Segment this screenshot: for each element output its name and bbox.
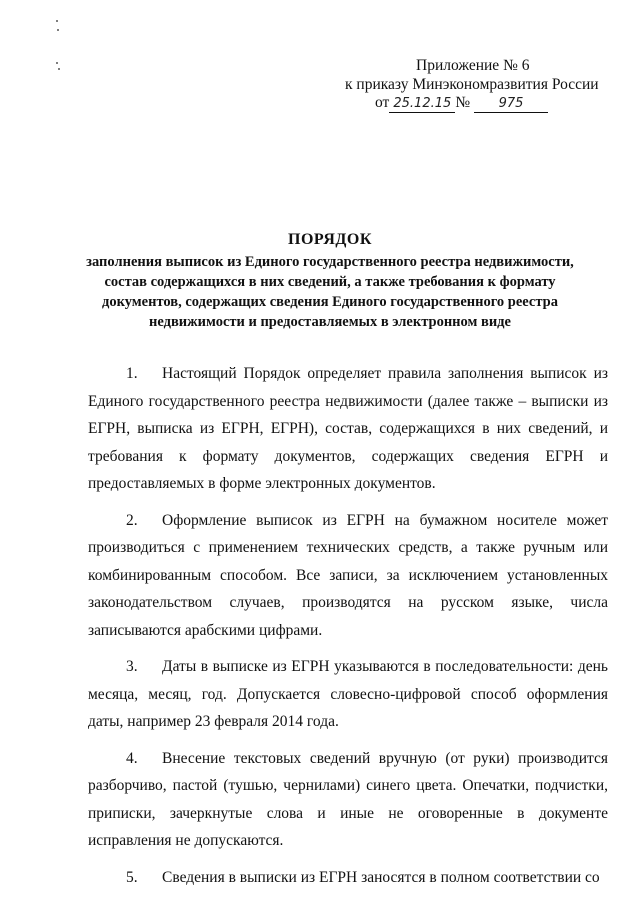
date-prefix: от: [375, 94, 390, 111]
document-body: [88, 360, 608, 900]
margin-dot: [58, 68, 60, 70]
appendix-title: Приложение № 6: [416, 57, 530, 74]
paragraph: [88, 864, 608, 892]
margin-dot: [56, 20, 58, 22]
paragraph-number: 1.: [126, 365, 138, 382]
appendix-order-ref: к приказу Минэкономразвития России: [345, 76, 599, 93]
paragraph-text: Даты в выписке из ЕГРН указываются в последовательности: день месяца, месяц, год. Допускается словесно-цифровой способ оформления даты, например 23 февраля 2014 года.: [88, 658, 608, 730]
paragraph-text: Оформление выписок из ЕГРН на бумажном носителе может производиться с применением технических средств, а также ручным или комбинированным способом. Все записи, за исключением установленных законодательством случаев, производятся на русском языке, числа записываются арабскими цифрами.: [88, 511, 608, 639]
margin-dot: [57, 29, 59, 31]
margin-dot: [56, 62, 58, 64]
paragraph-number: 3.: [126, 658, 138, 675]
paragraph: [88, 507, 608, 645]
paragraph-number: 2.: [126, 511, 138, 529]
paragraph-text: Настоящий Порядок определяет правила заполнения выписок из Единого государственного реестра недвижимости (далее также – выписки из ЕГРН, выписка из ЕГРН, ЕГРН), состав, содержащихся в них сведений, и требования к формату документов, содержащих сведения ЕГРН и предоставляемых в форме электронных документов.: [88, 365, 608, 492]
number-sign: №: [455, 94, 471, 111]
document-subtitle: заполнения выписок из Единого государственного реестра недвижимости, состав содержащихся в них сведений, а также требования к формату документов, содержащих сведения Единого государственного реестра недвижимости и предоставляемых в электронном виде: [86, 254, 574, 330]
paragraph-text: Сведения в выписки из ЕГРН заносятся в полном соответствии со: [162, 868, 600, 886]
appendix-date-number: [375, 93, 548, 113]
handwritten-number: 975: [474, 96, 548, 113]
paragraph-text: Внесение текстовых сведений вручную (от руки) производится разборчиво, пастой (тушью, чернилами) синего цвета. Опечатки, подчистки, приписки, зачеркнутые слова и иные не оговоренные в документе исправления не допускаются.: [88, 749, 608, 849]
document-title: ПОРЯДОК: [288, 231, 372, 248]
paragraph: [88, 360, 608, 498]
handwritten-date: 25.12.15: [389, 96, 455, 113]
paragraph: [88, 653, 608, 736]
paragraph-number: 4.: [126, 749, 138, 767]
paragraph-number: 5.: [126, 868, 138, 886]
paragraph: [88, 745, 608, 855]
